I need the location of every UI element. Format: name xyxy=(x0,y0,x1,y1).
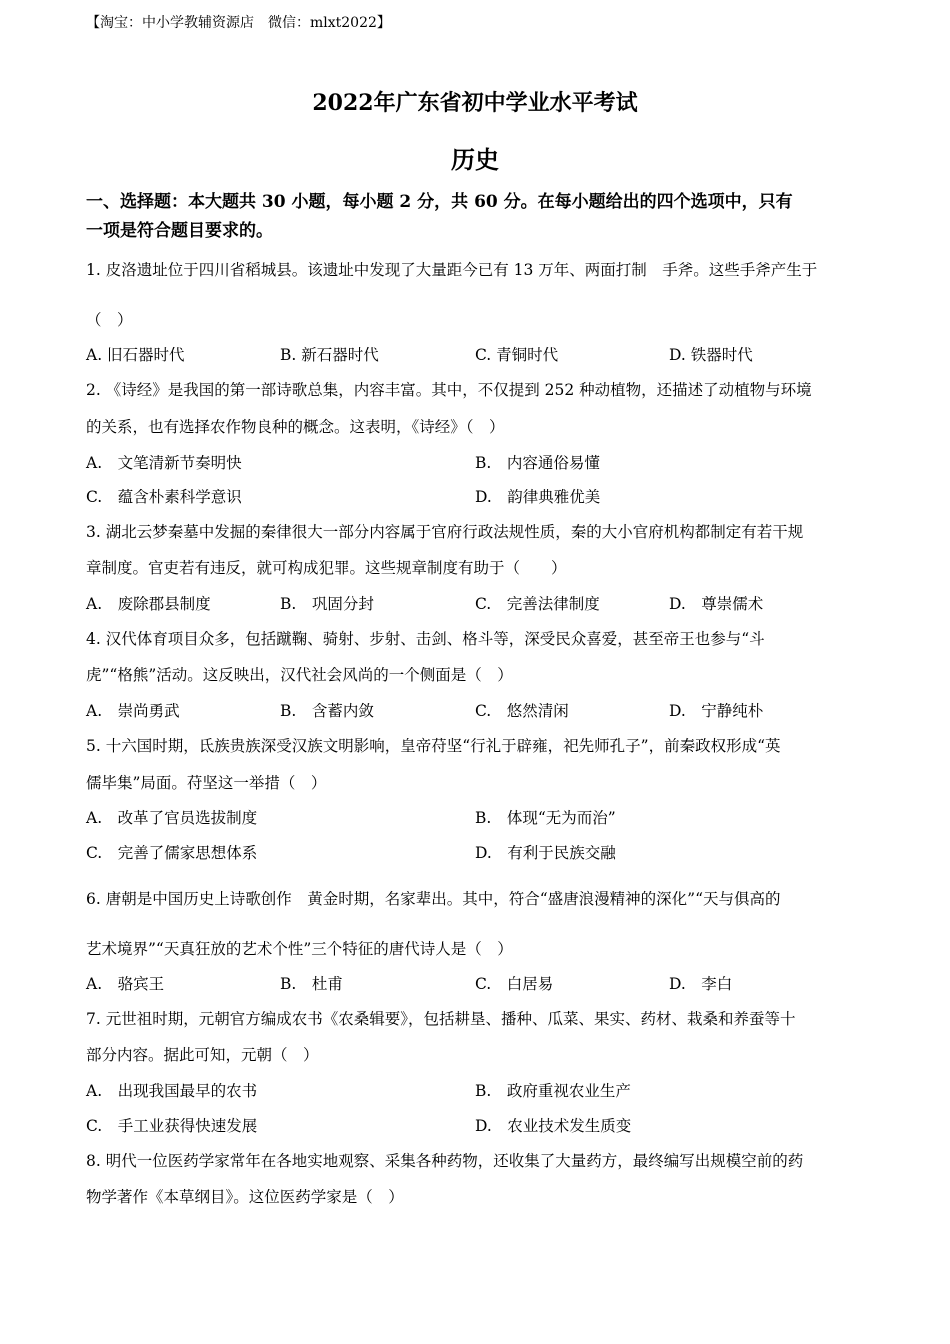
question-1-stem-cont: （ ） xyxy=(86,311,133,329)
question-1-stem: 1. 皮洛遗址位于四川省稻城县。该遗址中发现了大量距今已有 13 万年、两面打制 手斧。这些手斧产生于 xyxy=(86,261,818,279)
question-6-option-a: A. 骆宾王 xyxy=(86,975,165,993)
question-4-option-a: A. 崇尚勇武 xyxy=(86,702,180,720)
question-2-option-b: B. 内容通俗易懂 xyxy=(475,454,600,472)
question-5-option-c: C. 完善了儒家思想体系 xyxy=(86,844,258,862)
question-7-option-a: A. 出现我国最早的农书 xyxy=(86,1082,258,1100)
header-banner: 【淘宝：中小学教辅资源店 微信：mlxt2022】 xyxy=(86,15,391,31)
question-5-option-d: D. 有利于民族交融 xyxy=(475,844,616,862)
question-7-option-b: B. 政府重视农业生产 xyxy=(475,1082,631,1100)
question-6-option-b: B. 杜甫 xyxy=(280,975,343,993)
question-7-option-c: C. 手工业获得快速发展 xyxy=(86,1117,258,1135)
question-2-stem-cont: 的关系，也有选择农作物良种的概念。这表明，《诗经》（ ） xyxy=(86,418,505,436)
question-1-option-c: C. 青铜时代 xyxy=(475,346,559,364)
section-instruction: 一、选择题：本大题共 30 小题，每小题 2 分，共 60 分。在每小题给出的四个选项中，只有 xyxy=(86,192,793,212)
question-1-option-d: D. 铁器时代 xyxy=(669,346,753,364)
question-3-stem-cont: 章制度。官吏若有违反，就可构成犯罪。这些规章制度有助于（ ） xyxy=(86,559,567,577)
question-4-stem-cont: 虎”“格熊”活动。这反映出，汉代社会风尚的一个侧面是（ ） xyxy=(86,666,513,684)
question-1-option-b: B. 新石器时代 xyxy=(280,346,379,364)
question-3-option-b: B. 巩固分封 xyxy=(280,595,374,613)
section-instruction-cont: 一项是符合题目要求的。 xyxy=(86,221,273,241)
question-3-option-d: D. 尊崇儒术 xyxy=(669,595,764,613)
question-2-option-a: A. 文笔清新节奏明快 xyxy=(86,454,242,472)
question-8-stem-cont: 物学著作《本草纲目》。这位医药学家是（ ） xyxy=(86,1188,404,1206)
question-7-stem-cont: 部分内容。据此可知，元朝（ ） xyxy=(86,1046,319,1064)
question-6-option-d: D. 李白 xyxy=(669,975,733,993)
question-7-option-d: D. 农业技术发生质变 xyxy=(475,1117,632,1135)
question-6-stem-cont: 艺术境界”“天真狂放的艺术个性”三个特征的唐代诗人是（ ） xyxy=(86,940,513,958)
question-4-option-c: C. 悠然清闲 xyxy=(475,702,569,720)
question-5-option-b: B. 体现“无为而治” xyxy=(475,809,616,827)
question-4-stem: 4. 汉代体育项目众多，包括蹴鞠、骑射、步射、击剑、格斗等，深受民众喜爱，甚至帝王也参与“斗 xyxy=(86,630,765,648)
question-2-option-d: D. 韵律典雅优美 xyxy=(475,488,601,506)
question-8-stem: 8. 明代一位医药学家常年在各地实地观察、采集各种药物，还收集了大量药方，最终编写出规模空前的药 xyxy=(86,1152,804,1170)
question-2-stem: 2. 《诗经》是我国的第一部诗歌总集，内容丰富。其中，不仅提到 252 种动植物，还描述了动植物与环境 xyxy=(86,381,812,399)
question-6-option-c: C. 白居易 xyxy=(475,975,554,993)
question-3-option-a: A. 废除郡县制度 xyxy=(86,595,211,613)
question-4-option-d: D. 宁静纯朴 xyxy=(669,702,764,720)
question-1-option-a: A. 旧石器时代 xyxy=(86,346,185,364)
question-5-stem-cont: 儒毕集”局面。苻坚这一举措（ ） xyxy=(86,774,327,792)
question-5-stem: 5. 十六国时期，氐族贵族深受汉族文明影响，皇帝苻坚“行礼于辟雍，祀先师孔子”，前秦政权形成“英 xyxy=(86,737,781,755)
question-4-option-b: B. 含蓄内敛 xyxy=(280,702,374,720)
question-3-stem: 3. 湖北云梦秦墓中发掘的秦律很大一部分内容属于官府行政法规性质，秦的大小官府机构都制定有若干规 xyxy=(86,523,804,541)
subject-title: 历史 xyxy=(451,145,499,174)
question-3-option-c: C. 完善法律制度 xyxy=(475,595,600,613)
question-6-stem: 6. 唐朝是中国历史上诗歌创作 黄金时期，名家辈出。其中，符合“盛唐浪漫精神的深化”“天与俱高的 xyxy=(86,890,781,908)
question-2-option-c: C. 蕴含朴素科学意识 xyxy=(86,488,242,506)
question-5-option-a: A. 改革了官员选拔制度 xyxy=(86,809,258,827)
question-7-stem: 7. 元世祖时期，元朝官方编成农书《农桑辑要》，包括耕垦、播种、瓜菜、果实、药材、栽桑和养蚕等十 xyxy=(86,1010,796,1028)
exam-title: 2022年广东省初中学业水平考试 xyxy=(312,90,638,116)
